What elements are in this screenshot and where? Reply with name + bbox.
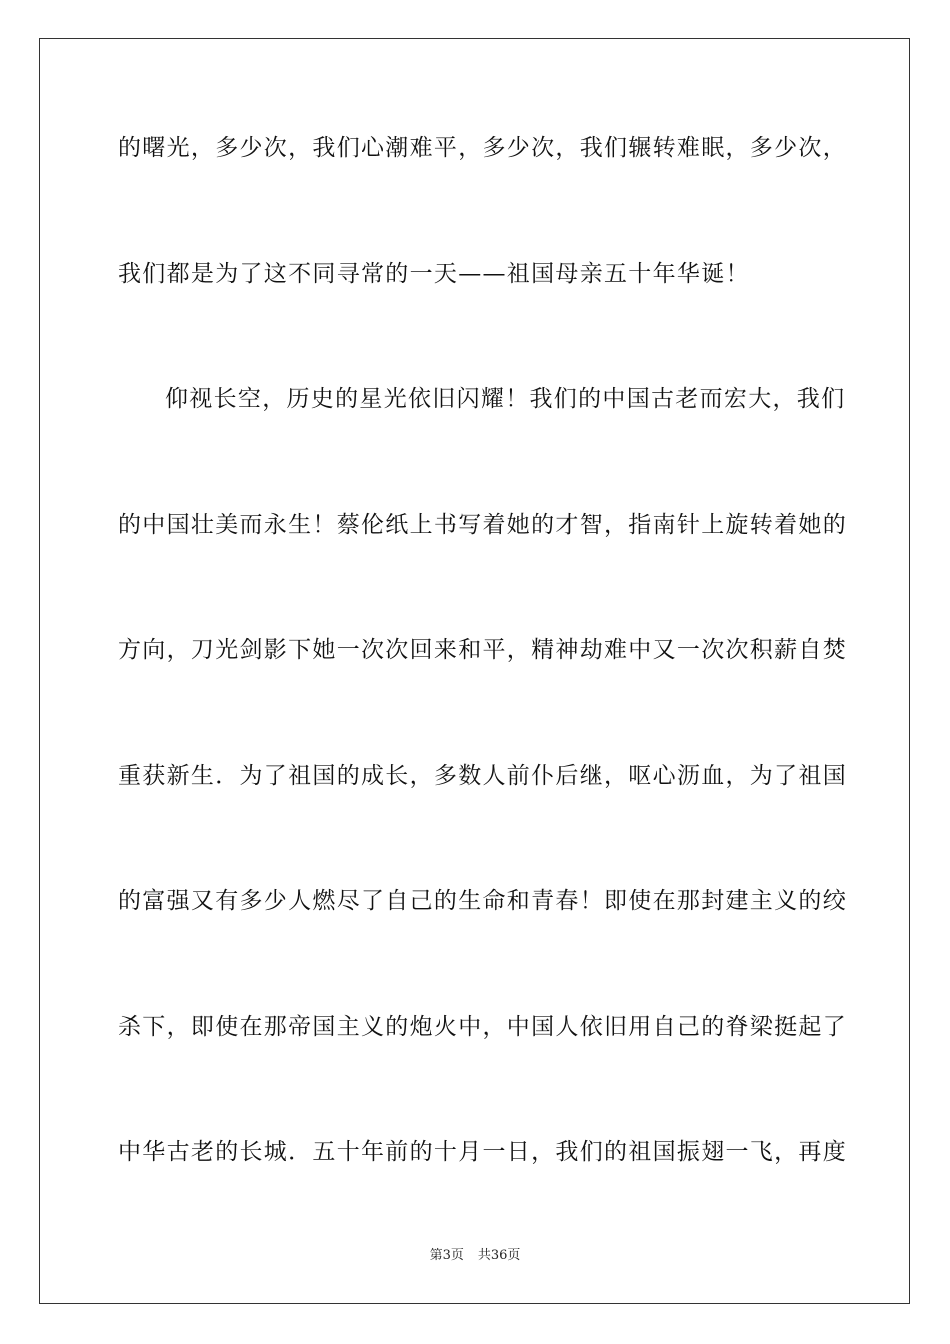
body-text-line: 的中国壮美而永生！蔡伦纸上书写着她的才智，指南针上旋转着她的 [118, 512, 847, 538]
body-text-line: 重获新生．为了祖国的成长，多数人前仆后继，呕心沥血，为了祖国 [118, 763, 847, 789]
body-text-line: 的曙光，多少次，我们心潮难平，多少次，我们辗转难眠，多少次， [118, 135, 847, 161]
page-border [39, 38, 910, 1304]
body-text-line: 方向，刀光剑影下她一次次回来和平，精神劫难中又一次次积薪自焚 [118, 637, 847, 663]
paragraph-first-line: 仰视长空，历史的星光依旧闪耀！我们的中国古老而宏大，我们 [165, 386, 846, 412]
page-footer [0, 1247, 950, 1265]
page-number: 第3页 [429, 1248, 464, 1263]
body-text-line: 的富强又有多少人燃尽了自己的生命和青春！即使在那封建主义的绞 [118, 888, 847, 914]
total-pages: 共36页 [477, 1248, 521, 1263]
body-text-line: 中华古老的长城．五十年前的十月一日，我们的祖国振翅一飞，再度 [118, 1139, 847, 1165]
body-text-line: 我们都是为了这不同寻常的一天——祖国母亲五十年华诞！ [118, 261, 750, 287]
body-text-line: 杀下，即使在那帝国主义的炮火中，中国人依旧用自己的脊梁挺起了 [118, 1014, 847, 1040]
